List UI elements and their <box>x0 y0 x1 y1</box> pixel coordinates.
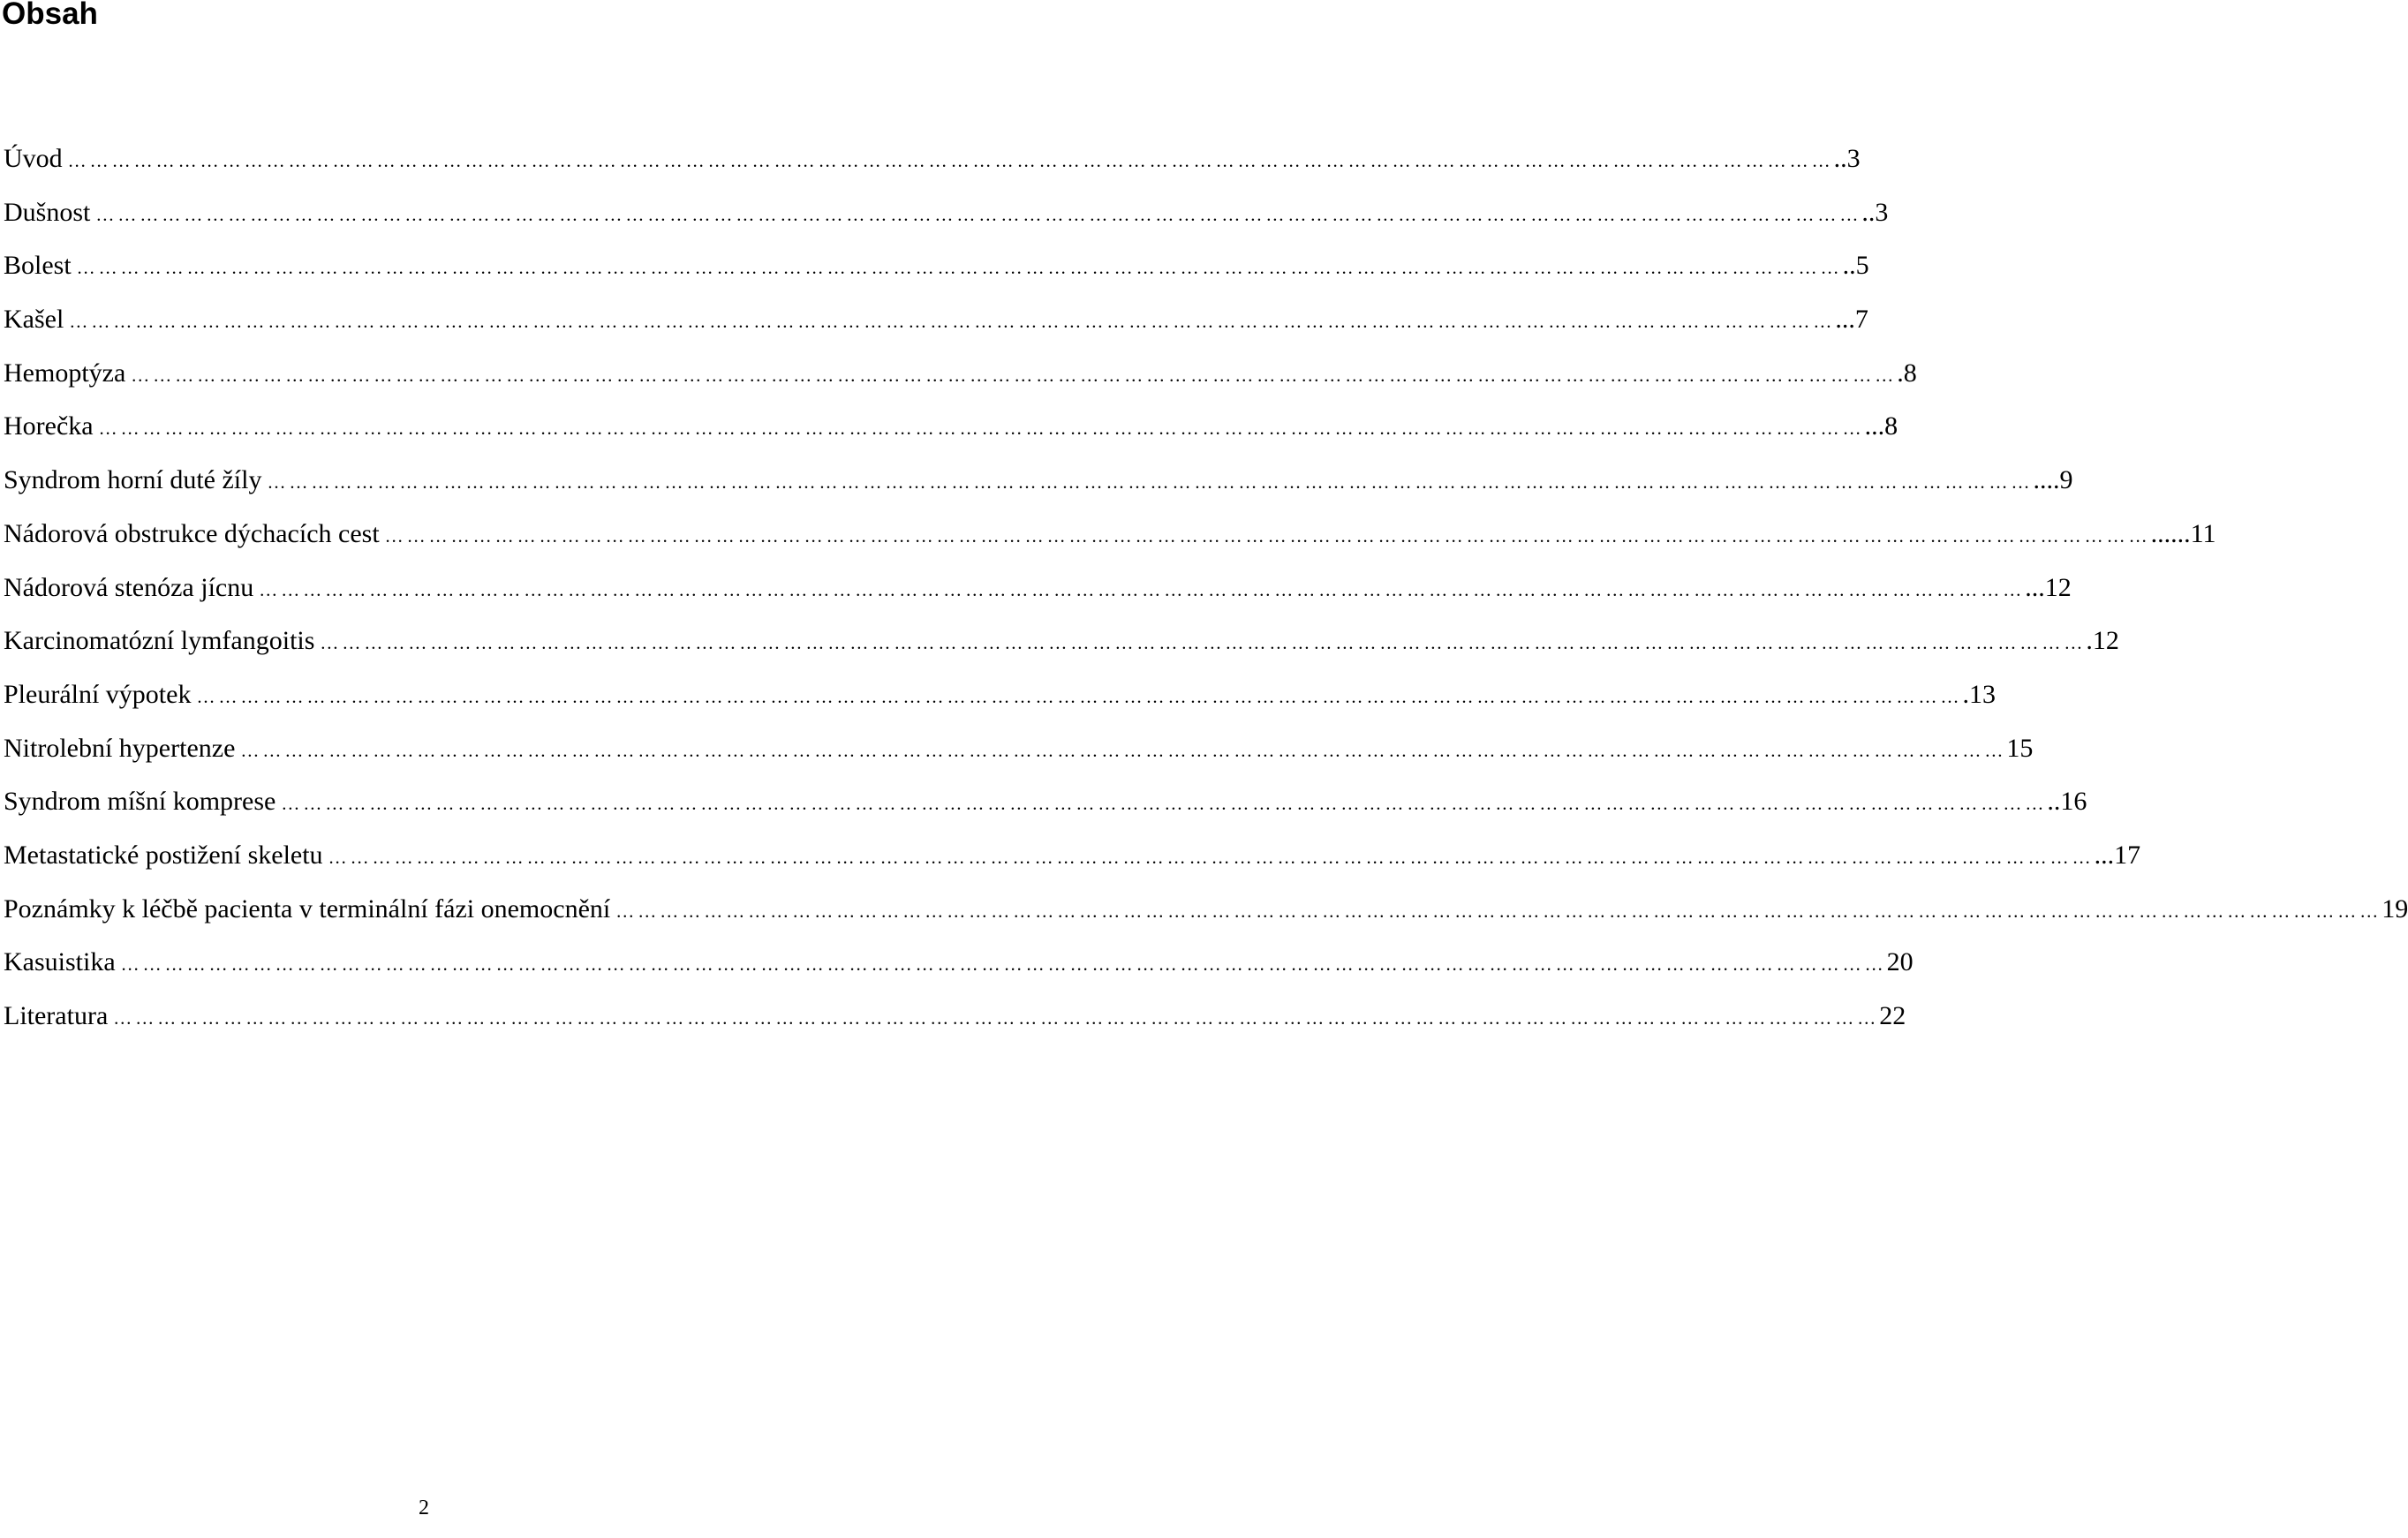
toc-entry-page: .12 <box>2086 626 2119 656</box>
toc-entry-page: ..3 <box>1861 197 1889 227</box>
toc-entry[interactable] <box>4 186 1889 240</box>
toc-dot-leader: …………………………………………………………………………………………………………………………………………………………………………………………………………………… <box>615 900 2382 922</box>
toc-entry-title: Bolest <box>4 251 72 281</box>
toc-entry-title: Úvod <box>4 144 63 173</box>
toc-entry[interactable] <box>4 508 2216 562</box>
toc-entry-title: Poznámky k léčbě pacienta v terminální fázi onemocnění <box>4 893 611 924</box>
toc-entry-title: Nádorová stenóza jícnu <box>4 572 254 602</box>
toc-entry-page: ..16 <box>2047 787 2087 817</box>
toc-entry-title: Karcinomatózní lymfangoitis <box>4 626 315 656</box>
toc-dot-leader: …………………………………………………………………………………………………………………………………………………………………………………………………………………… <box>120 954 1887 976</box>
toc-dot-leader: …………………………………………………………………………………………………………………………………………………………………………………………………………………… <box>67 150 1834 171</box>
toc-entry-page: 19 <box>2382 893 2408 924</box>
toc-entry-title: Dušnost <box>4 197 91 227</box>
toc-entry[interactable] <box>4 936 1914 990</box>
toc-entry-page: ...12 <box>2025 572 2072 602</box>
toc-dot-leader: …………………………………………………………………………………………………………………………………………………………………………………………………………………… <box>196 685 1963 707</box>
toc-entry[interactable] <box>4 990 1906 1044</box>
toc-dot-leader: …………………………………………………………………………………………………………………………………………………………………………………………………………………… <box>76 257 1843 279</box>
toc-entry[interactable] <box>4 614 2119 668</box>
toc-entry-page: 15 <box>2006 733 2034 763</box>
toc-entry-title: Hemoptýza <box>4 358 126 388</box>
toc-entry-title: Pleurální výpotek <box>4 679 192 709</box>
toc-entry[interactable] <box>4 293 1868 347</box>
toc-dot-leader: …………………………………………………………………………………………………………………………………………………………………………………………………………………… <box>267 471 2034 494</box>
toc-entry-title: Nitrolební hypertenze <box>4 733 236 763</box>
toc-entry[interactable] <box>4 562 2072 615</box>
toc-dot-leader: …………………………………………………………………………………………………………………………………………………………………………………………………………………… <box>328 846 2095 868</box>
toc-entry-page: ...8 <box>1864 411 1898 441</box>
page-number: 2 <box>419 1497 429 1519</box>
toc-entry-title: Horečka <box>4 411 94 441</box>
toc-entry-title: Literatura <box>4 1001 109 1030</box>
table-of-contents <box>4 132 2408 1044</box>
toc-dot-leader: …………………………………………………………………………………………………………………………………………………………………………………………………………………… <box>384 524 2151 547</box>
toc-entry-title: Syndrom horní duté žíly <box>4 465 262 495</box>
toc-entry-page: ..5 <box>1842 251 1869 281</box>
toc-entry[interactable] <box>4 775 2087 829</box>
toc-entry[interactable] <box>4 668 1996 722</box>
toc-entry-page: ......11 <box>2150 518 2216 548</box>
toc-entry-page: ...7 <box>1835 305 1868 335</box>
toc-entry[interactable] <box>4 132 1861 186</box>
toc-entry-page: ....9 <box>2033 465 2073 495</box>
toc-entry[interactable] <box>4 722 2034 776</box>
toc-entry[interactable] <box>4 829 2141 883</box>
toc-entry-page: ...17 <box>2094 840 2141 870</box>
toc-entry-page: ..3 <box>1833 144 1861 173</box>
toc-entry-page: .8 <box>1897 358 1917 388</box>
toc-dot-leader: …………………………………………………………………………………………………………………………………………………………………………………………………………………… <box>240 739 2007 761</box>
toc-dot-leader: …………………………………………………………………………………………………………………………………………………………………………………………………………………… <box>259 578 2026 600</box>
toc-dot-leader: …………………………………………………………………………………………………………………………………………………………………………………………………………………… <box>320 632 2087 654</box>
toc-dot-leader: …………………………………………………………………………………………………………………………………………………………………………………………………………………… <box>98 418 1865 440</box>
toc-entry[interactable] <box>4 454 2073 508</box>
toc-dot-leader: …………………………………………………………………………………………………………………………………………………………………………………………………………………… <box>69 311 1836 333</box>
toc-entry-page: 22 <box>1879 1001 1906 1030</box>
toc-dot-leader: …………………………………………………………………………………………………………………………………………………………………………………………………………………… <box>113 1007 1880 1029</box>
toc-entry-title: Kasuistika <box>4 947 116 977</box>
page-title: Obsah <box>2 0 98 31</box>
toc-entry-title: Kašel <box>4 305 64 335</box>
toc-entry[interactable] <box>4 400 1898 454</box>
toc-entry-title: Syndrom míšní komprese <box>4 787 276 817</box>
toc-entry-title: Nádorová obstrukce dýchacích cest <box>4 518 380 548</box>
toc-entry[interactable] <box>4 239 1869 293</box>
toc-dot-leader: …………………………………………………………………………………………………………………………………………………………………………………………………………………… <box>131 364 1898 386</box>
toc-entry-page: 20 <box>1886 947 1914 977</box>
toc-dot-leader: …………………………………………………………………………………………………………………………………………………………………………………………………………………… <box>95 203 1862 225</box>
toc-dot-leader: …………………………………………………………………………………………………………………………………………………………………………………………………………………… <box>281 793 2048 815</box>
toc-entry[interactable] <box>4 347 1917 401</box>
toc-entry-page: .13 <box>1962 679 1996 709</box>
toc-entry[interactable] <box>4 883 2408 937</box>
toc-entry-title: Metastatické postižení skeletu <box>4 840 323 870</box>
